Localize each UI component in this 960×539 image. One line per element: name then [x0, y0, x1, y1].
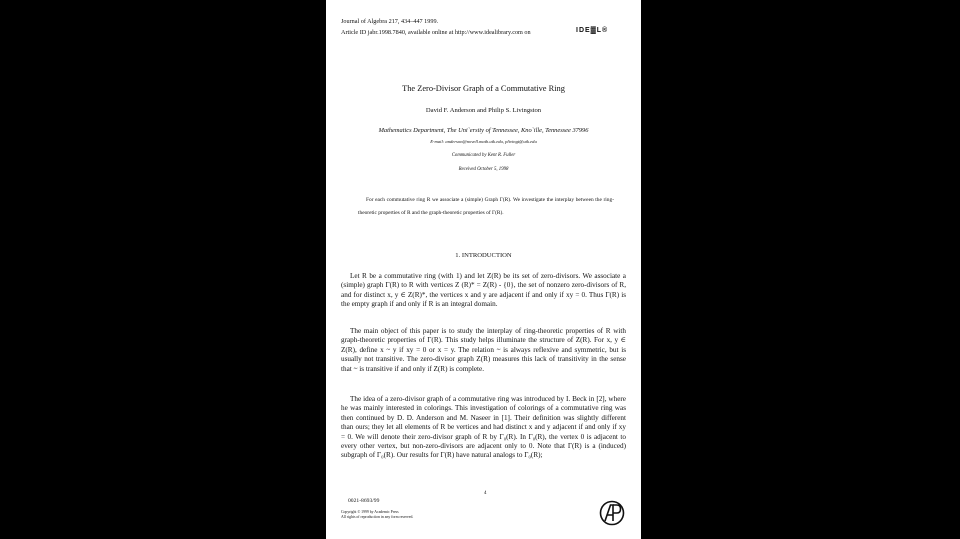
journal-citation: Journal of Algebra 217, 434–447 1999. — [341, 18, 439, 25]
authors: David F. Anderson and Philip S. Livingston — [425, 107, 542, 114]
paragraph-text: Let R be a commutative ring (with 1) and let Z(R) be its set of zero-divisors. We associate a (simple) graph Γ(R) to R with vertices Z (R)* = Z(R) - {0}, the set of nonzero zero-divisors of R, and for distinct x, y ∈ Z(R)*, the vertices x and y are adjacent if and only if xy = 0. Thus Γ(R) is the empty graph if and only if R is an integral domain. — [341, 272, 626, 309]
issn: 0021-8693/99 — [348, 498, 380, 504]
abstract-text: For each commutative ring R we associate a (simple) Graph Γ(R). We investigate the interplay between the ring-theoretic properties of R and the graph-theoretic properties of Γ(R). — [358, 197, 614, 216]
paper-title: The Zero-Divisor Graph of a Commutative Ring — [402, 84, 565, 93]
academic-press-logo-icon — [599, 500, 625, 526]
paragraph-1 — [341, 272, 626, 310]
paragraph-text: The idea of a zero-divisor graph of a commutative ring was introduced by I. Beck in [2], where he was mainly interested in colorings. This investigation of colorings of a commutative ring was then continued by D. D. Anderson and M. Naseer in [1]. Their definition was slightly different than ours; they let all elements of R be vertices and had distinct x and y adjacent if and only if xy = 0. We will denote their zero-divisor graph of R by Γ₀(R). In Γ₀(R), the vertex 0 is adjacent to every other vertex, but non-zero-divisors are adjacent only to 0. Note that Γ(R) is a (induced) subgraph of Γ₀(R). Our results for Γ(R) have natural analogs to Γ₀(R); — [341, 395, 626, 460]
abstract — [358, 194, 614, 220]
paragraph-2 — [341, 327, 626, 374]
section-heading: 1. INTRODUCTION — [455, 252, 512, 259]
communicated-by: Communicated by Kent R. Fuller — [451, 153, 516, 158]
email: E-mail: anderson@novell.math.utk.edu, plivingt@utk.edu — [430, 139, 537, 144]
paragraph-text: The main object of this paper is to study the interplay of ring-theoretic properties of R with graph-theoretic properties of Γ(R). This study helps illuminate the structure of Z(R). For x, y ∈ Z(R), define x ~ y if xy = 0 or x = y. The relation ~ is always reflexive and symmetric, but is usually not transitive. The zero-divisor graph Z(R) measures this lack of transitivity in the sense that ~ is transitive if and only if Z(R) is complete. — [341, 327, 626, 373]
received-date: Received October 5, 1998 — [458, 167, 509, 172]
copyright-line: Copyright © 1999 by Academic Press — [341, 510, 399, 514]
ideal-logo: IDE▓L® — [576, 27, 609, 34]
page-number: 4 — [484, 491, 487, 496]
paragraph-3 — [341, 395, 626, 461]
rights-line: All rights of reproduction in any form reserved. — [341, 515, 414, 519]
article-id: Article ID jabr.1998.7840, available online at http://www.idealibrary.com on — [341, 29, 531, 36]
paper-page — [326, 0, 641, 539]
copyright — [341, 510, 413, 520]
affiliation: Mathematics Department, The Uni`ersity of Tennessee, Kno`ille, Tennessee 37996 — [378, 127, 589, 134]
